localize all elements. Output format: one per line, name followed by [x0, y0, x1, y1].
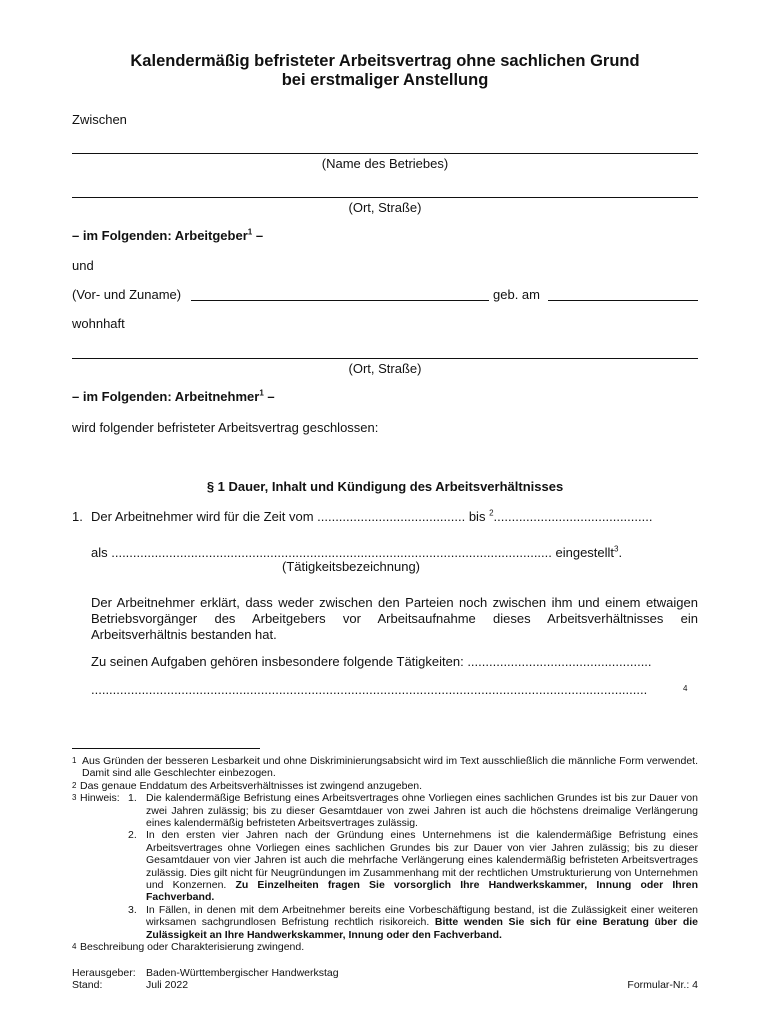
between-text: Zwischen [72, 112, 127, 127]
title-line-1: Kalendermäßig befristeter Arbeitsvertrag ohne sachlichen Grund [130, 52, 640, 70]
employed-text: eingestellt [551, 545, 615, 560]
job-footnote-ref: 3 [614, 544, 619, 554]
end-date-footnote-ref: 2 [489, 508, 494, 518]
job-title-field[interactable]: als .......................................................................................................................... [91, 545, 552, 560]
hint-2-number: 2. [128, 829, 137, 842]
footnote-3 [72, 792, 698, 941]
status-label: Stand: [72, 979, 103, 991]
hint-item-3 [130, 904, 698, 941]
footnote-2-number: 2 [72, 780, 77, 790]
hint-2-bold-text: Zu Einzelheiten fragen Sie vorsorglich Ihre Handwerkskammer, Innung oder Ihren Fachverband. [146, 879, 698, 904]
employer-prefix: – im Folgenden: Arbeitgeber [72, 228, 248, 243]
item-1-period [91, 509, 652, 525]
hint-2-text: In den ersten vier Jahren nach der Gründung eines Unternehmens ist die kalendermäßige Befristung eines Arbeitsvertrages ohne Vorliegen eines sachlichen Grundes bis zur Dauer von vier Jahren zulässig; bis zu dieser Gesamtdauer von vier Jahren ist auch die mehrfache Verlängerung eines kalendermäßig befristeten Arbeitsvertrages zulässig. Dies gilt nicht für Neugründungen im Zusammenhang mit der rechtlichen Umstrukturierung von Unternehmen und Konzernen. [146, 829, 698, 892]
hint-1-text: Die kalendermäßige Befristung eines Arbeitsvertrages ohne Vorliegen eines sachlichen Grundes ist bis zur Dauer von zwei Jahren zulässig; bis zu dieser Gesamtdauer von zwei Jahren ist auch die höchstens dreimalige Verlängerung eines kalendermäßig befristeten Arbeitsvertrages zulässig. [146, 792, 698, 830]
company-address-label: (Ort, Straße) [348, 200, 422, 215]
hint-3-text: In Fällen, in denen mit dem Arbeitnehmer bereits eine Vorbeschäftigung bestand, ist die Zulässigkeit einer weiteren wirksamen sachgrundlosen Befristung rechtlich risikoreich. [146, 903, 698, 929]
contract-concluded-text: wird folgender befristeter Arbeitsvertrag geschlossen: [72, 420, 379, 435]
hint-3-bold-text: Bitte wenden Sie sich für eine Beratung über die Zulässigkeit an Ihre Handwerkskammer, Innung oder den Fachverband. [146, 916, 698, 941]
hint-heading: Hinweis: [80, 792, 120, 805]
form-number: Formular-Nr.: 4 [627, 979, 698, 991]
employed-period: . [618, 545, 623, 560]
name-label: (Vor- und Zuname) [72, 287, 182, 302]
footnote-4 [72, 941, 698, 953]
tasks-continuation [91, 682, 698, 698]
footnote-1-text: Aus Gründen der besseren Lesbarkeit und ohne Diskriminierungsabsicht wird im Text ausschließlich die männliche Form verwendet. Damit sind alle Geschlechter einbezogen. [82, 755, 698, 780]
footnote-1 [72, 755, 698, 780]
name-line[interactable] [191, 300, 489, 301]
title-line-2: bei erstmaliger Anstellung [281, 71, 489, 89]
footnote-2 [72, 780, 698, 792]
tasks-footnote-ref: 4 [683, 684, 688, 693]
employee-footnote-ref: 1 [259, 388, 264, 398]
section-1-heading: § 1 Dauer, Inhalt und Kündigung des Arbeitsverhältnisses [206, 479, 564, 494]
status-date: Juli 2022 [146, 979, 189, 991]
hint-1-number: 1. [128, 792, 137, 805]
period-text: Der Arbeitnehmer wird für die Zeit vom ......................................... bis [91, 509, 486, 524]
birth-label: geb. am [493, 287, 540, 302]
employee-prefix: – im Folgenden: Arbeitnehmer [72, 389, 260, 404]
hint-3-number: 3. [128, 903, 137, 916]
job-title-label: (Tätigkeitsbezeichnung) [281, 559, 421, 574]
employee-suffix: – [263, 389, 275, 404]
birth-date-line[interactable] [548, 300, 698, 301]
hint-list [130, 792, 698, 941]
tasks-text[interactable]: Zu seinen Aufgaben gehören insbesondere folgende Tätigkeiten: ................................................... [91, 654, 652, 669]
hint-item-1 [130, 792, 698, 829]
footnotes [72, 755, 698, 954]
footnote-3-number: 3 [72, 793, 77, 803]
tasks-dots-field[interactable]: .......................................................................................................................................................... [91, 682, 648, 697]
item-1-number: 1. [72, 509, 83, 524]
footnote-separator [72, 748, 260, 749]
footnote-2-text: Das genaue Enddatum des Arbeitsverhältnisses ist zwingend anzugeben. [80, 779, 423, 792]
document-title [72, 52, 698, 90]
hint-item-2 [130, 829, 698, 903]
footnote-4-text: Beschreibung oder Charakterisierung zwingend. [80, 941, 305, 954]
resident-text: wohnhaft [72, 316, 125, 331]
declaration-paragraph: Der Arbeitnehmer erklärt, dass weder zwischen den Parteien noch zwischen ihm und einem etwaigen Betriebsvorgänger des Arbeitgebers vor Arbeitsaufnahme dieses Arbeitsverhältnisses ein Arbeitsverhältnis bestanden hat. [91, 595, 698, 642]
footnote-1-number: 1 [72, 756, 77, 765]
and-text: und [72, 258, 94, 273]
publisher-name: Baden-Württembergischer Handwerkstag [146, 967, 339, 979]
employee-address-line[interactable] [72, 358, 698, 359]
company-address-line[interactable] [72, 197, 698, 198]
employer-footnote-ref: 1 [247, 227, 253, 237]
publisher-label: Herausgeber: [72, 967, 136, 979]
footnote-4-number: 4 [72, 942, 77, 952]
employer-suffix: – [252, 228, 264, 243]
company-name-label: (Name des Betriebes) [321, 156, 449, 171]
employee-designation [72, 389, 275, 405]
employee-address-label: (Ort, Straße) [348, 361, 422, 376]
end-date-field[interactable]: ............................................ [493, 509, 653, 524]
employer-designation [72, 228, 263, 244]
company-name-line[interactable] [72, 153, 698, 154]
